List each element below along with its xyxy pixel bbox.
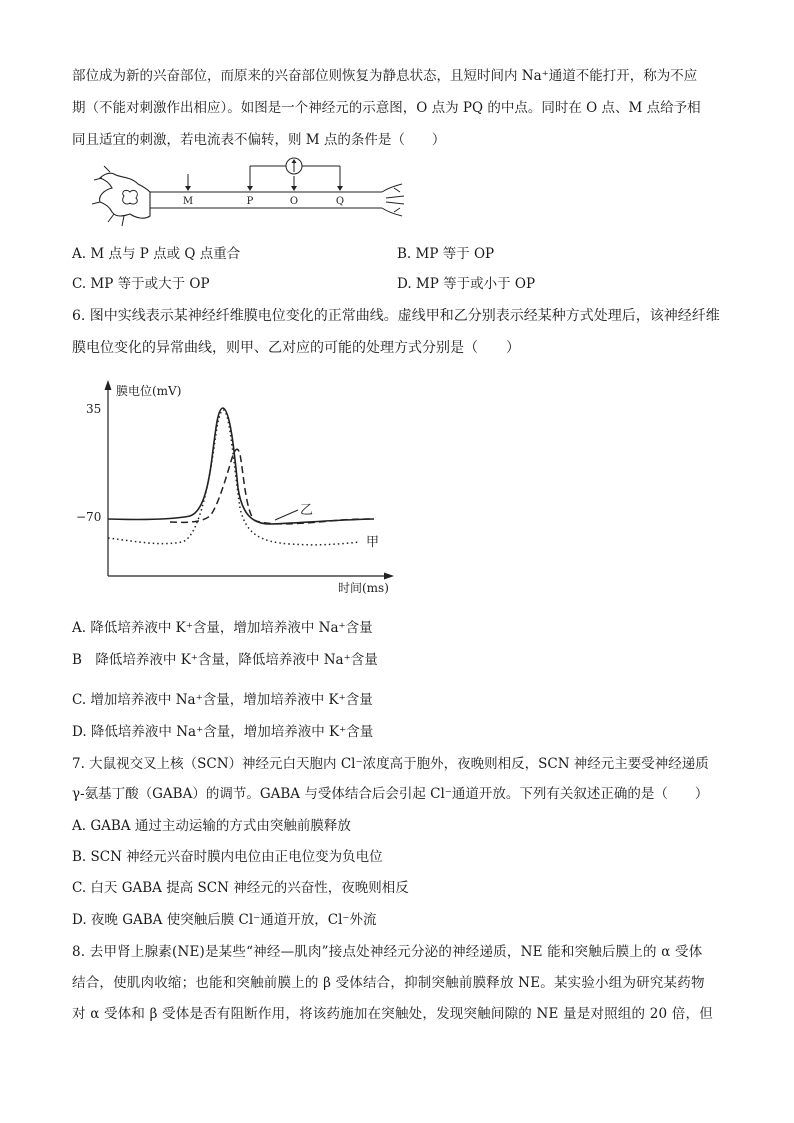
label-p: P [246, 196, 254, 207]
neuron-nucleus [123, 190, 138, 204]
q5-option-c: C. MP 等于或大于 OP [72, 276, 210, 292]
q5-option-b: B. MP 等于 OP [397, 246, 495, 262]
q6-option-a: A. 降低培养液中 K⁺含量，增加培养液中 Na⁺含量 [72, 620, 373, 636]
q6-option-d: D. 降低培养液中 Na⁺含量，增加培养液中 K⁺含量 [72, 724, 374, 740]
q7-option-b: B. SCN 神经元兴奋时膜内电位由正电位变为负电位 [72, 849, 383, 865]
curve-label-jia: 甲 [366, 535, 380, 550]
q7-option-c: C. 白天 GABA 提高 SCN 神经元的兴奋性，夜晚则相反 [72, 880, 409, 896]
q6-text-line-1: 6. 图中实线表示某神经纤维膜电位变化的正常曲线。虚线甲和乙分别表示经某种方式处理后，该神经纤维 [72, 308, 720, 324]
x-axis-label: 时间(ms) [338, 581, 389, 595]
q5-text-line-3: 同且适宜的刺激，若电流表不偏转，则 M 点的条件是（ ） [72, 132, 446, 148]
neuron-diagram [90, 152, 420, 234]
q8-text-line-3: 对 α 受体和 β 受体是否有阻断作用，将该药施加在突触处，发现突触间隙的 NE 量是对照组的 20 倍，但 [72, 1006, 713, 1022]
q5-option-a: A. M 点与 P 点或 Q 点重合 [72, 246, 241, 262]
axon-terminal [382, 184, 404, 216]
label-o: O [289, 196, 299, 207]
q8-text-line-2: 结合，使肌肉收缩；也能和突触前膜上的 β 受体结合，抑制突触前膜释放 NE。某实验小组为研究某药物 [72, 975, 705, 991]
q5-text-line-1: 部位成为新的兴奋部位，而原来的兴奋部位则恢复为静息状态，且短时间内 Na⁺通道不能打开，称为不应 [72, 68, 698, 84]
membrane-potential-chart [70, 378, 410, 600]
curve-yi-dashed [170, 449, 374, 524]
normal-curve-solid [108, 408, 374, 524]
y-tick-35: 35 [86, 402, 102, 416]
curve-label-yi: 乙 [300, 503, 314, 518]
q8-text-line-1: 8. 去甲肾上腺素(NE)是某些“神经—肌肉”接点处神经元分泌的神经递质，NE 能和突触后膜上的 α 受体 [72, 944, 703, 960]
q7-text-line-1: 7. 大鼠视交叉上核（SCN）神经元白天胞内 Cl⁻浓度高于胞外，夜晚则相反，SCN 神经元主要受神经递质 [72, 756, 709, 772]
y-tick-minus-70: −70 [76, 510, 102, 524]
q7-option-a: A. GABA 通过主动运输的方式由突触前膜释放 [72, 818, 351, 834]
q7-text-line-2: γ-氨基丁酸（GABA）的调节。GABA 与受体结合后会引起 Cl⁻通道开放。下列有关叙述正确的是（ ） [72, 786, 709, 802]
curve-jia-dotted [108, 410, 360, 545]
q6-option-c: C. 增加培养液中 Na⁺含量，增加培养液中 K⁺含量 [72, 692, 373, 708]
q5-text-line-2: 期（不能对刺激作出相应）。如图是一个神经元的示意图，O 点为 PQ 的中点。同时在 O 点、M 点给予相 [72, 100, 701, 116]
q6-option-b: B 降低培养液中 K⁺含量，降低培养液中 Na⁺含量 [72, 652, 378, 668]
q5-option-d: D. MP 等于或小于 OP [397, 276, 536, 292]
q7-option-d: D. 夜晚 GABA 使突触后膜 Cl⁻通道开放，Cl⁻外流 [72, 912, 377, 928]
q6-text-line-2: 膜电位变化的异常曲线，则甲、乙对应的可能的处理方式分别是（ ） [72, 340, 520, 356]
label-q: Q [335, 196, 345, 207]
label-m: M [182, 196, 194, 207]
y-axis-label: 膜电位(mV) [116, 384, 182, 398]
